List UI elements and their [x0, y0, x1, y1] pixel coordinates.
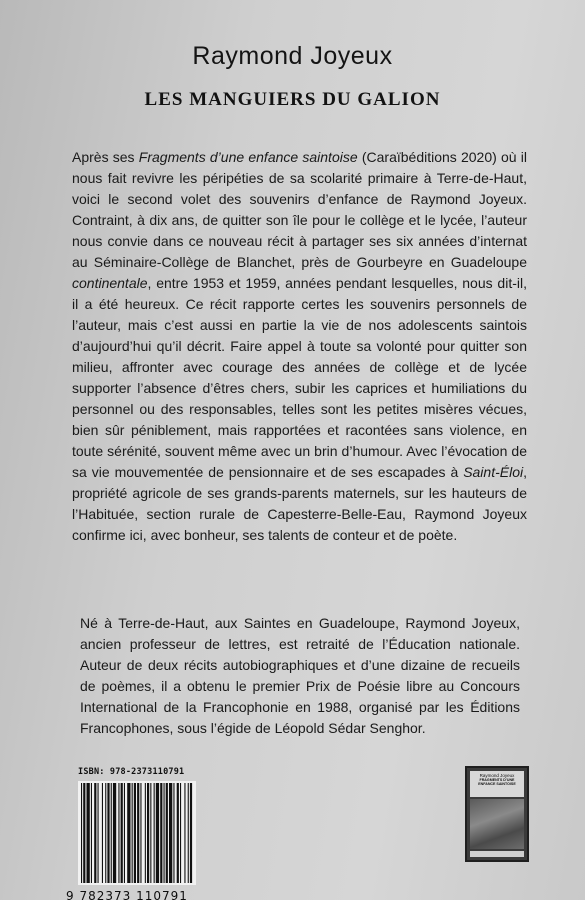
thumbnail-photo — [470, 799, 524, 849]
book-title: LES MANGUIERS DU GALION — [144, 89, 441, 110]
thumbnail-author: Raymond Joyeux — [479, 773, 515, 778]
blurb-segment: Après ses — [72, 149, 139, 165]
barcode-block — [78, 767, 202, 885]
blurb-segment: , propriété agricole de ses grands-parents maternels, sur les hauteurs de l’Habituée, section rurale de Capesterre-Belle-Eau, Raymond Joyeux confirme ici, avec bonheur, ses talents de conteur et de poète. — [72, 464, 527, 543]
thumbnail-title: FRAGMENTS D’UNE ENFANCE SAINTOISE — [478, 778, 516, 787]
author-name: Raymond Joyeux — [192, 42, 393, 70]
author-bio: Né à Terre-de-Haut, aux Saintes en Guadeloupe, Raymond Joyeux, ancien professeur de lettres, est retraité de l’Éducation nationale. Auteur de deux récits autobiographiques et d’une dizaine de recueils de poèmes, il a obtenu le premier Prix de Poésie libre au Concours International de la Francophonie en 1988, organisé par les Éditions Francophones, sous l’égide de Léopold Sédar Senghor. — [80, 615, 520, 736]
isbn-label: ISBN: 978-2373110791 — [78, 767, 185, 777]
blurb-segment: (Caraïbéditions 2020) où il nous fait revivre les péripéties de sa scolarité primaire à Terre-de-Haut, voici le second volet des souvenirs d’enfance de Raymond Joyeux. Contraint, à dix ans, de quitter son île pour le collège et le lycée, l’auteur nous convie dans ce nouveau récit à partager ses six années d’internat au Séminaire-Collège de Blanchet, près de Gourbeyre en Guadeloupe — [72, 149, 527, 270]
blurb-segment-italic: Fragments d’une enfance saintoise — [138, 149, 358, 165]
thumbnail-footer — [470, 851, 524, 857]
blurb-segment: , entre 1953 et 1959, années pendant lesquelles, nous dit-il, il a été heureux. Ce récit rapporte certes les souvenirs personnels de l’auteur, mais c’est aussi en partie la vie de nos adolescents saintois d’aujourd’hui qu’il décrit. Faire appel à toute sa volonté pour quitter son milieu, affronter avec courage des années de collège et de lycée supporter l’absence d’êtres chers, subir les caprices et humiliations du personnel ou des responsables, telles sont les petites misères vécues, bien sûr péniblement, mais rapportées et racontées sans violence, en toute sérénité, souvent même avec un brin d’humour. Avec l’évocation de sa vie mouvementée de pensionnaire et de ses escapades à — [72, 275, 527, 480]
blurb-paragraph — [72, 147, 527, 546]
blurb-segment-italic: Saint-Éloi — [463, 464, 524, 480]
barcode-bars — [78, 781, 196, 885]
barcode-digits: 9 782373 110791 — [66, 889, 188, 900]
thumbnail-header — [470, 771, 524, 797]
cover-thumbnail — [465, 766, 529, 862]
blurb-segment-italic: continentale — [72, 275, 148, 291]
barcode-image — [78, 781, 196, 885]
